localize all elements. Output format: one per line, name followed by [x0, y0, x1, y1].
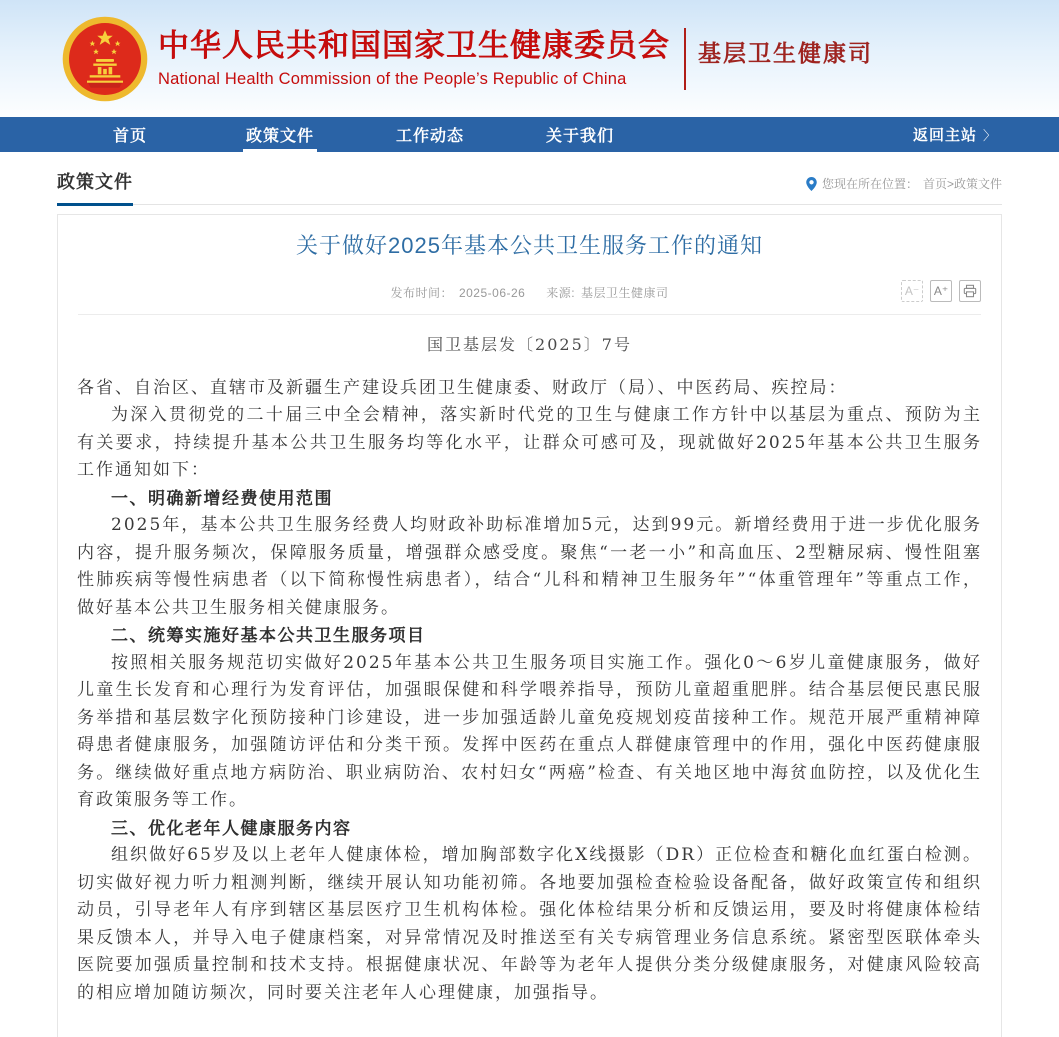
meta-divider	[78, 314, 981, 315]
org-name-cn: 中华人民共和国国家卫生健康委员会	[158, 28, 670, 64]
section-heading: 一、明确新增经费使用范围	[111, 488, 333, 508]
org-name-en: National Health Commission of the People’s Republic of China	[158, 69, 627, 88]
article-paragraph: 按照相关服务规范切实做好2025年基本公共卫生服务项目实施工作。强化0～6岁儿童健康服务，做好儿童生长发育和心理行为发育评估，加强眼保健和科学喂养指导，预防儿童超重肥胖。结合基层便民惠民服务举措和基层数字化预防接种门诊建设，进一步加强适龄儿童免疫规划疫苗接种工作。规范开展严重精神障碍患者健康服务，加强随访评估和分类干预。发挥中医药在重点人群健康管理中的作用，强化中医药健康服务。继续做好重点地方病防治、职业病防治、农村妇女“两癌”检查、有关地区地中海贫血防控，以及优化生育政策服务等工作。	[77, 652, 982, 811]
article-paragraph: 组织做好65岁及以上老年人健康体检，增加胸部数字化X线摄影（DR）正位检查和糖化血红蛋白检测。切实做好视力听力粗测判断，继续开展认知功能初筛。各地要加强检查检验设备配备，做好政策宣传和组织动员，引导老年人有序到辖区基层医疗卫生机构体检。强化体检结果分析和反馈运用，要及时将健康体检结果反馈本人，并导入电子健康档案，对异常情况及时推送至有关专病管理业务信息系统。紧密型医联体牵头医院要加强质量控制和技术支持。根据健康状况、年龄等为老年人提供分类分级健康服务，对健康风险较高的相应增加随访频次，同时要关注老年人心理健康，加强指导。	[77, 845, 982, 1003]
header-divider	[684, 28, 686, 90]
font-increase-button[interactable]: A⁺	[930, 280, 952, 302]
article-tools	[901, 280, 981, 302]
article-paragraph: 2025年，基本公共卫生服务经费人均财政补助标准增加5元，达到99元。新增经费用于进一步优化服务内容，提升服务频次，保障服务质量，增强群众感受度。聚焦“一老一小”和高血压、2型糖尿病、慢性阻塞性肺疾病等慢性病患者（以下简称慢性病患者），结合“儿科和精神卫生服务年”“体重管理年”等重点工作，做好基本公共卫生服务相关健康服务。	[77, 515, 982, 618]
nav-items	[55, 117, 655, 152]
department-name: 基层卫生健康司	[698, 40, 873, 66]
site-header	[0, 0, 1059, 117]
section-heading: 二、统筹实施好基本公共卫生服务项目	[111, 626, 426, 646]
back-link-label: 返回主站	[912, 127, 977, 144]
article-title: 关于做好2025年基本公共卫生服务工作的通知	[296, 233, 763, 258]
article-paragraph: 为深入贯彻党的二十届三中全会精神，落实新时代党的卫生与健康工作方针中以基层为重点、预防为主有关要求，持续提升基本公共卫生服务均等化水平，让群众可感可及，现就做好2025年基本公共卫生服务工作通知如下：	[77, 405, 982, 481]
national-emblem-icon	[60, 13, 150, 105]
location-label: 您现在所在位置：	[821, 177, 918, 191]
location-pin-icon	[806, 177, 817, 191]
article-meta	[76, 280, 983, 306]
main-nav	[0, 117, 1059, 152]
publish-time-label: 发布时间：	[390, 285, 453, 300]
org-title-block	[158, 28, 670, 89]
breadcrumb-path[interactable]: 首页>政策文件	[922, 177, 1002, 191]
source-value: 基层卫生健康司	[581, 285, 669, 300]
nav-item-about[interactable]: 关于我们	[545, 128, 614, 145]
print-button[interactable]	[959, 280, 981, 302]
font-decrease-button[interactable]: A⁻	[901, 280, 923, 302]
back-to-main-site-link[interactable]	[913, 117, 997, 152]
article-body	[76, 375, 983, 1008]
breadcrumb-row	[57, 152, 1002, 205]
nav-item-news[interactable]: 工作动态	[395, 128, 464, 145]
section-title: 政策文件	[57, 168, 133, 206]
section-heading: 三、优化老年人健康服务内容	[111, 818, 352, 838]
document-number: 国卫基层发〔2025〕7号	[427, 334, 632, 354]
breadcrumb	[806, 175, 1002, 204]
nav-item-home[interactable]: 首页	[112, 128, 147, 145]
printer-icon	[963, 284, 977, 298]
article-card	[57, 214, 1002, 1037]
meta-row	[76, 280, 983, 306]
article-paragraph: 各省、自治区、直辖市及新疆生产建设兵团卫生健康委、财政厅（局）、中医药局、疾控局：	[77, 377, 848, 398]
nav-item-policy[interactable]: 政策文件	[205, 117, 355, 152]
chevron-right-icon: 〉	[982, 128, 997, 143]
source-label: 来源:	[546, 285, 576, 300]
publish-time: 2025-06-26	[458, 285, 526, 300]
